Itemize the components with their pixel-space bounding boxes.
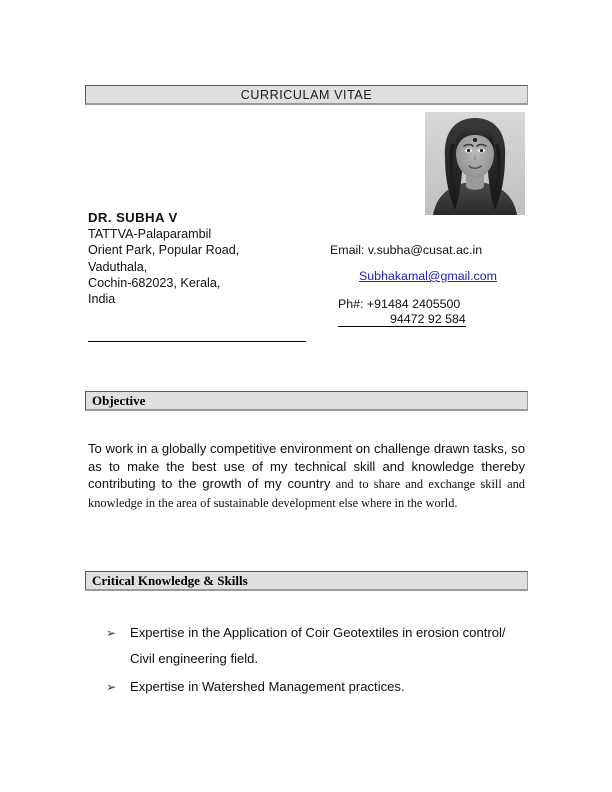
section-heading-label: Critical Knowledge & Skills [92,573,248,588]
arrow-bullet-icon: ➢ [106,680,117,694]
contact-divider-rule [88,341,306,342]
list-item [106,620,526,672]
curriculum-vitae-title-bar [85,85,528,105]
person-name: DR. SUBHA V [88,210,178,225]
address-line: Vaduthala, [88,259,148,274]
portrait-photo [425,112,525,215]
email-link-row [330,269,530,283]
section-heading-objective [85,391,528,411]
address-line: Orient Park, Popular Road, [88,243,240,258]
list-item-text: Expertise in Watershed Management practices. [130,679,405,694]
skills-list [106,620,526,702]
email-address-text: Email: v.subha@cusat.ac.in [330,243,483,257]
phone-secondary: 94472 92 584 [338,312,466,327]
arrow-bullet-icon: ➢ [106,626,117,640]
section-heading-critical-knowledge [85,571,528,591]
objective-text-tail: and to share and exchange skill and knowledge in the area of sustainable development else where in the world. [88,477,525,510]
gmail-link[interactable]: Subhakamal@gmail.com [359,269,497,283]
phone-secondary-row [330,311,530,327]
section-heading-label: Objective [92,393,146,408]
address-line: TATTVA-Palaparambil [88,227,212,242]
address-line: India [88,292,116,307]
contact-address-block [88,210,318,307]
address-line: Cochin-682023, Kerala, [88,275,221,290]
page-title: CURRICULAM VITAE [240,88,373,102]
list-item [106,674,526,700]
objective-text-main: To work in a globally competitive environment on challenge drawn tasks, so as to make the best use of my technical skill and knowledge thereby contributing to the growth of my country [88,441,525,492]
list-item-text: Expertise in the Application of Coir Geotextiles in erosion control/ Civil engineering field. [130,625,506,666]
contact-details-block [330,242,530,327]
phone-primary: Ph#: +91484 2405500 [338,297,461,311]
objective-paragraph [88,440,525,512]
